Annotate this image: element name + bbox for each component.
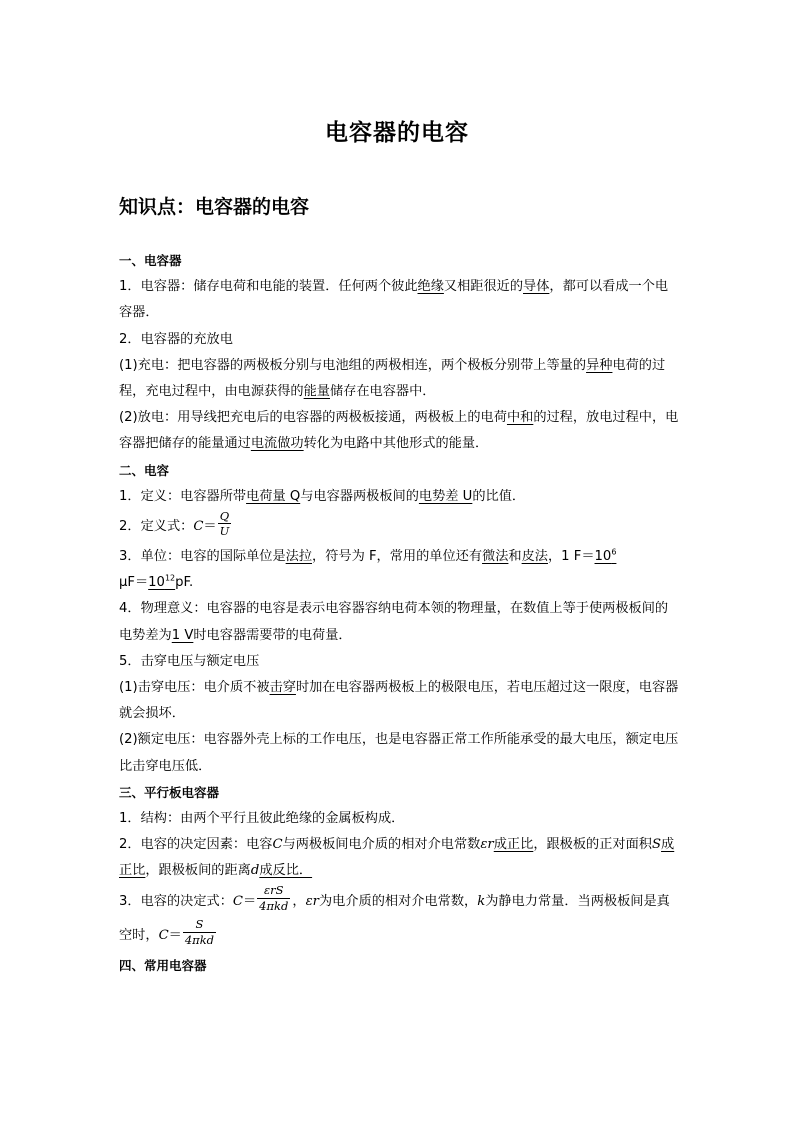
paragraph-rated-voltage: (2)额定电压：电容器外壳上标的工作电压，也是电容器正常工作所能承受的最大电压，额定电压比击穿电压低． bbox=[119, 732, 679, 774]
answer-picofarad: 皮法 bbox=[521, 549, 548, 565]
heading-capacitor: 一、电容器 bbox=[119, 253, 182, 268]
heading-parallel-plate: 三、平行板电容器 bbox=[119, 784, 220, 800]
answer-farad: 法拉 bbox=[285, 549, 313, 565]
paragraph-definition-formula: 2．定义式：C＝ $\frac{Q}{U}$ bbox=[119, 508, 230, 539]
document-body bbox=[119, 248, 679, 979]
answer-proportional-1: 成正比 bbox=[493, 837, 534, 853]
fraction-s-over-4pikd: $\frac{S}{\text{4πkd}}$ bbox=[184, 917, 215, 947]
paragraph-unit: 3．单位：电容的国际单位是法拉，符号为 F，常用的单位还有微法和皮法，1 $F=10^6$ $\mu F=10^{12}pF$. bbox=[119, 547, 617, 591]
paragraph-structure: 1．结构：由两个平行且彼此绝缘的金属板构成． bbox=[119, 811, 405, 827]
answer-energy: 能量 bbox=[303, 384, 330, 400]
answer-opposite: 异种 bbox=[586, 357, 613, 373]
paragraph-charging: (1)充电：把电容器的两极板分别与电池组的两极相连，两个极板分别带上等量的异种电荷的过程，充电过程中，由电源获得的能量储存在电容器中． bbox=[119, 357, 666, 400]
answer-inverse: 成反比． bbox=[259, 863, 313, 879]
answer-breakdown: 击穿 bbox=[269, 680, 296, 696]
answer-voltage-u: 电势差 U bbox=[418, 488, 473, 504]
answer-microfarad: 微法 bbox=[482, 549, 509, 565]
heading-common-capacitors: 四、常用电容器 bbox=[119, 957, 207, 973]
paragraph-physical-meaning: 4．物理意义：电容器的电容是表示电容器容纳电荷本领的物理量，在数值上等于使两极板间的电势差为1 V时电容器需要带的电荷量． bbox=[119, 601, 669, 643]
paragraph-capacitor-definition: 1．电容器：储存电荷和电能的装置．任何两个彼此绝缘又相距很近的导体，都可以看成一个电容器． bbox=[119, 279, 669, 321]
answer-charge-q: 电荷量 Q bbox=[246, 488, 301, 504]
answer-ten-pow-6: $10^6$ bbox=[594, 547, 617, 565]
paragraph-discharging: (2)放电：用导线把充电后的电容器的两极板接通，两极板上的电荷中和的过程，放电过程中，电容器把储存的能量通过电流做功转化为电路中其他形式的能量． bbox=[119, 410, 679, 452]
answer-current-work: 电流做功 bbox=[250, 436, 304, 452]
paragraph-charge-discharge: 2．电容器的充放电 bbox=[119, 331, 233, 347]
answer-insulated: 绝缘 bbox=[417, 279, 444, 295]
answer-proportional-2: 成正比 bbox=[119, 837, 675, 879]
paragraph-determining-factors: 2．电容的决定因素：电容C与两极板间电介质的相对介电常数εr成正比，跟极板的正对面积S成正比，跟极板间的距离d成反比． bbox=[119, 837, 675, 879]
fraction-q-over-u: $\frac{Q}{U}$ bbox=[219, 508, 230, 539]
page-title: 电容器的电容 bbox=[325, 120, 469, 146]
paragraph-breakdown-voltage: (1)击穿电压：电介质不被击穿时加在电容器两极板上的极限电压，若电压超过这一限度，电容器就会损坏． bbox=[119, 680, 679, 722]
paragraph-definition: 1．定义：电容器所带电荷量 Q与电容器两极板间的电势差 U的比值． bbox=[119, 488, 526, 504]
answer-neutralize: 中和 bbox=[506, 410, 534, 426]
answer-conductor: 导体 bbox=[523, 279, 550, 295]
fraction-eps-s-over-4pikd: $\frac{\text{εrS}}{\text{4πkd}}$ bbox=[259, 883, 289, 913]
answer-one-volt: 1 V bbox=[171, 627, 194, 643]
section-subtitle: 知识点：电容器的电容 bbox=[119, 196, 310, 218]
answer-ten-pow-12: $10^{12}$ bbox=[148, 573, 176, 591]
paragraph-breakdown-rated: 5．击穿电压与额定电压 bbox=[119, 653, 260, 669]
paragraph-determining-formula: 3．电容的决定式：C＝ $\frac{\text{εrS}}{\text{4πkd}}$ ，εr为电介质的相对介电常数，k为静电力常量．当两极板间是真空时，C＝ $\frac{S}{\text{4πkd}}$ bbox=[119, 883, 670, 947]
heading-capacitance: 二、电容 bbox=[119, 462, 170, 478]
